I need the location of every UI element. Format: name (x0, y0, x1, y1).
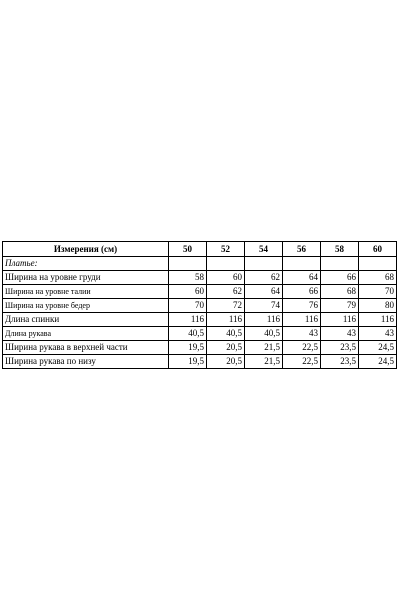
measurement-value: 19,5 (169, 355, 207, 369)
measurement-value: 116 (283, 313, 321, 327)
size-header: 50 (169, 242, 207, 257)
measurement-value: 21,5 (245, 355, 283, 369)
measurement-value: 43 (359, 327, 397, 341)
empty-cell (283, 257, 321, 271)
measurement-value: 76 (283, 299, 321, 313)
section-row (3, 257, 397, 271)
size-header: 58 (321, 242, 359, 257)
table-row (3, 285, 397, 299)
measurement-value: 72 (207, 299, 245, 313)
measurement-value: 66 (283, 285, 321, 299)
measurement-value: 24,5 (359, 355, 397, 369)
measurement-value: 70 (169, 299, 207, 313)
measurement-value: 20,5 (207, 341, 245, 355)
measurement-value: 64 (245, 285, 283, 299)
measurement-label: Ширина рукава в верхней части (3, 341, 169, 355)
measurement-value: 79 (321, 299, 359, 313)
table-row (3, 271, 397, 285)
measurement-value: 58 (169, 271, 207, 285)
size-header: 52 (207, 242, 245, 257)
size-header: 60 (359, 242, 397, 257)
measurement-value: 20,5 (207, 355, 245, 369)
measurement-value: 70 (359, 285, 397, 299)
empty-cell (207, 257, 245, 271)
measurement-value: 68 (321, 285, 359, 299)
size-header: 54 (245, 242, 283, 257)
table-row (3, 355, 397, 369)
measurement-value: 66 (321, 271, 359, 285)
measurement-value: 68 (359, 271, 397, 285)
empty-cell (359, 257, 397, 271)
table-row (3, 313, 397, 327)
measurement-value: 24,5 (359, 341, 397, 355)
table-row (3, 327, 397, 341)
measurement-value: 64 (283, 271, 321, 285)
measurement-value: 22,5 (283, 341, 321, 355)
measurement-value: 62 (245, 271, 283, 285)
measurement-value: 40,5 (169, 327, 207, 341)
measurement-label: Ширина рукава по низу (3, 355, 169, 369)
measurement-value: 22,5 (283, 355, 321, 369)
measurement-value: 60 (169, 285, 207, 299)
measurement-label: Ширина на уровне бедер (3, 299, 169, 313)
measurement-value: 80 (359, 299, 397, 313)
measurement-label: Длина спинки (3, 313, 169, 327)
empty-cell (169, 257, 207, 271)
size-header: 56 (283, 242, 321, 257)
measurement-value: 19,5 (169, 341, 207, 355)
size-chart-table (2, 241, 397, 369)
header-row (3, 242, 397, 257)
measurement-value: 116 (169, 313, 207, 327)
measurements-header: Измерения (см) (3, 242, 169, 257)
measurement-value: 43 (283, 327, 321, 341)
measurement-value: 116 (359, 313, 397, 327)
measurement-value: 40,5 (245, 327, 283, 341)
table-row (3, 341, 397, 355)
measurement-value: 40,5 (207, 327, 245, 341)
empty-cell (245, 257, 283, 271)
measurement-value: 23,5 (321, 341, 359, 355)
measurement-value: 23,5 (321, 355, 359, 369)
measurement-label: Ширина на уровне талии (3, 285, 169, 299)
measurement-label: Ширина на уровне груди (3, 271, 169, 285)
section-label: Платье: (3, 257, 169, 271)
measurement-value: 60 (207, 271, 245, 285)
measurement-value: 116 (245, 313, 283, 327)
measurement-value: 74 (245, 299, 283, 313)
empty-cell (321, 257, 359, 271)
measurement-value: 21,5 (245, 341, 283, 355)
table-row (3, 299, 397, 313)
measurement-value: 43 (321, 327, 359, 341)
measurement-value: 62 (207, 285, 245, 299)
measurement-label: Длина рукава (3, 327, 169, 341)
measurement-value: 116 (207, 313, 245, 327)
measurement-value: 116 (321, 313, 359, 327)
